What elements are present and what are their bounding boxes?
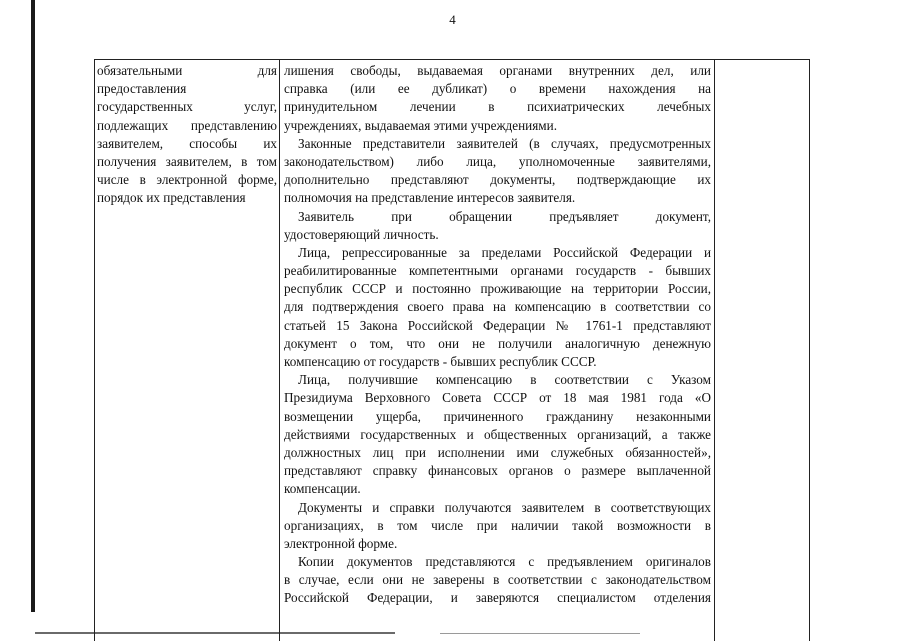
text-line: представляют справку финансовых органов о размере выплаченной: [284, 463, 711, 479]
left-line: заявителем, способы их: [97, 135, 277, 151]
text-line: Законные представители заявителей (в случаях, предусмотренных: [298, 135, 711, 151]
paragraph: [284, 135, 711, 208]
paragraph: [284, 371, 711, 498]
text-line: полномочия на представление интересов заявителя.: [284, 190, 576, 206]
text-line: организациях, в том числе при наличии такой возможности в: [284, 517, 711, 533]
text-line: справка (или ее дубликат) о времени нахождения на: [284, 81, 711, 97]
text-line: учреждениях, выдаваемая этими учреждениями.: [284, 117, 558, 133]
text-line: Лица, репрессированные за пределами Российской Федерации и: [298, 244, 711, 260]
left-line: предоставления: [97, 81, 187, 97]
text-line: законодательством) либо лица, уполномоченные заявителями,: [284, 153, 711, 169]
text-line: статьей 15 Закона Российской Федерации № 1761-1 представляют: [284, 317, 711, 333]
left-line: порядок их представления: [97, 190, 246, 206]
text-line: республик СССР и постоянно проживающие на территории России,: [284, 281, 711, 297]
table-border-right: [809, 60, 810, 641]
text-line: принудительном лечении в психиатрических лечебных: [284, 99, 711, 115]
paragraph: [284, 553, 711, 608]
text-line: Президиума Верховного Совета СССР от 18 мая 1981 года «О: [284, 390, 711, 406]
paragraph: [284, 208, 711, 244]
left-line: государственных услуг,: [97, 99, 277, 115]
text-line: компенсации.: [284, 481, 361, 497]
text-line: удостоверяющий личность.: [284, 226, 439, 242]
left-line: подлежащих представлению: [97, 117, 277, 133]
text-line: Документы и справки получаются заявителем в соответствующих: [298, 499, 711, 515]
text-line: Российской Федерации, и заверяются специалистом отделения: [284, 590, 711, 606]
text-line: лишения свободы, выдаваемая органами внутренних дел, или: [284, 63, 711, 78]
text-line: Заявитель при обращении предъявляет документ,: [298, 208, 711, 224]
text-line: возмещении ущерба, причиненного гражданину незаконными: [284, 408, 711, 424]
text-line: реабилитированные компетентными органами государств - бывших: [284, 263, 711, 279]
text-line: для подтверждения своего права на компенсацию в соответствии со: [284, 299, 711, 315]
requirements-column: [97, 62, 277, 208]
paragraph: [284, 62, 711, 135]
text-line: Копии документов представляются с предъявлением оригиналов: [298, 554, 711, 570]
text-line: в случае, если они не заверены в соответствии с законодательством: [284, 572, 711, 588]
left-line: числе в электронной форме,: [97, 172, 277, 188]
text-line: должностных лиц при исполнении ими служебных обязанностей»,: [284, 444, 711, 460]
documents-column: [284, 62, 711, 608]
text-line: Лица, получившие компенсацию в соответствии с Указом: [298, 372, 711, 388]
document-table: [94, 59, 810, 641]
table-border-col2: [714, 60, 715, 641]
left-line: обязательными для: [97, 63, 277, 78]
paragraph: [284, 244, 711, 371]
text-line: дополнительно представляют документы, подтверждающие их: [284, 172, 711, 188]
table-border-left: [94, 60, 95, 641]
text-line: электронной форме.: [284, 535, 398, 551]
text-line: документ о том, что они не получили аналогичную денежную: [284, 335, 711, 351]
table-border-col1: [279, 60, 280, 641]
text-line: компенсацию от государств - бывших республик СССР.: [284, 354, 597, 369]
paragraph: [284, 499, 711, 554]
text-line: действиями государственных и общественных организаций, а также: [284, 426, 711, 442]
left-line: получения заявителем, в том: [97, 153, 277, 169]
page-number: 4: [449, 12, 456, 27]
scan-edge-left: [31, 0, 35, 612]
